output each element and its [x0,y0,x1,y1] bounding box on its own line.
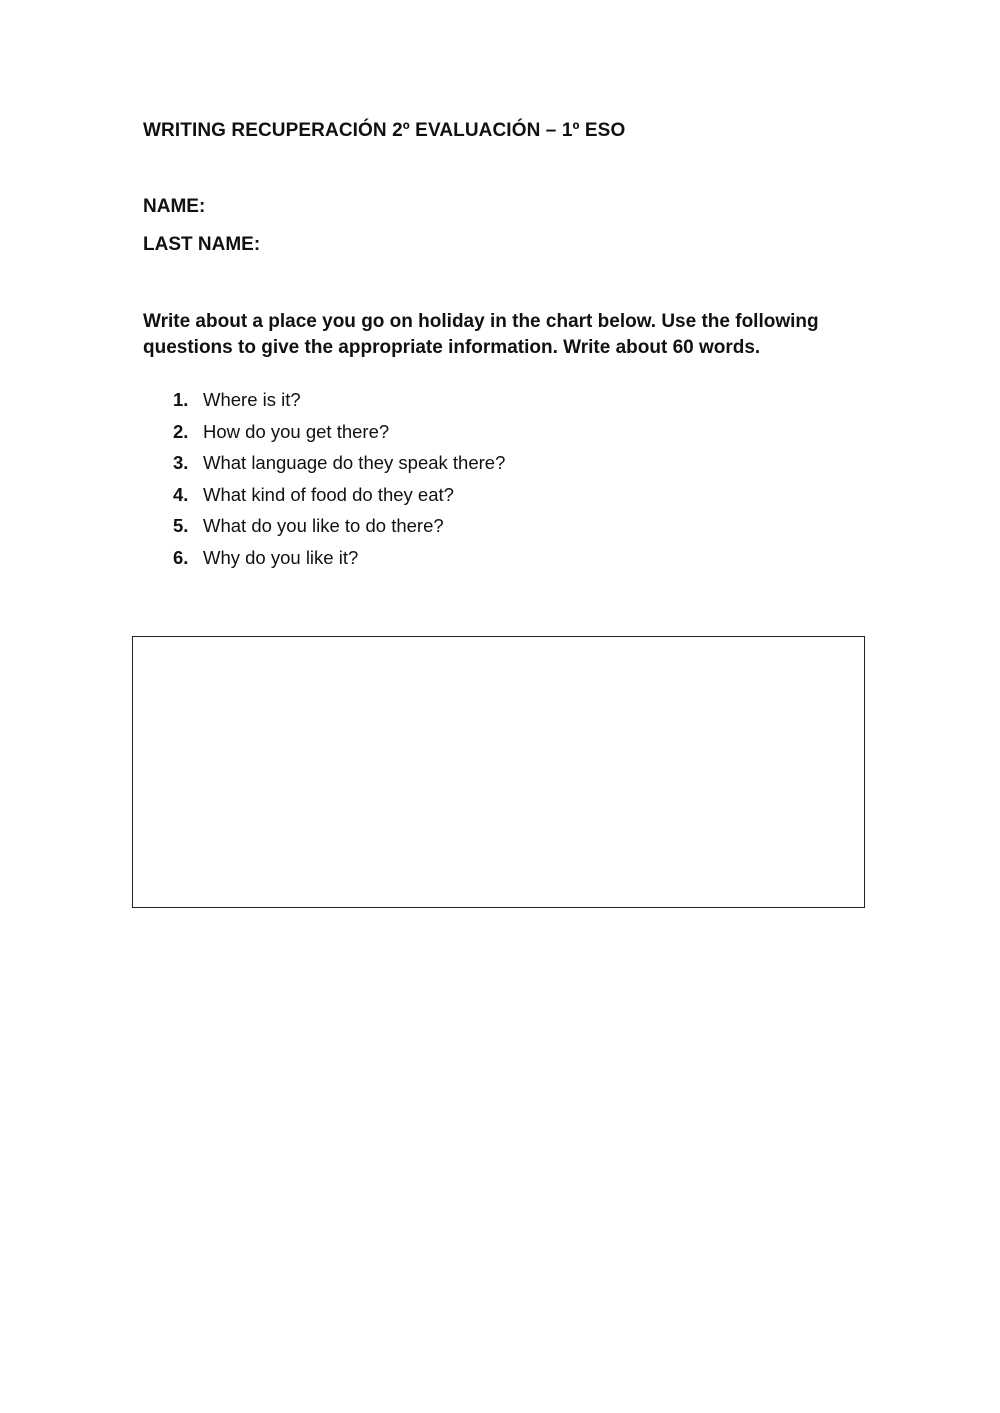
question-item [173,484,505,516]
question-text: What language do they speak there? [203,452,506,474]
question-item [173,452,505,484]
question-number: 2. [173,420,189,442]
question-text: How do you get there? [203,420,390,442]
answer-box[interactable] [132,636,865,908]
question-text: Why do you like it? [203,546,359,568]
question-number: 5. [173,515,189,537]
document-title: WRITING RECUPERACIÓN 2º EVALUACIÓN – 1º ESO [143,120,626,141]
question-text: What do you like to do there? [203,515,444,537]
question-text: Where is it? [203,389,301,410]
name-label: NAME: [143,196,206,217]
question-item [173,389,505,421]
question-number: 1. [173,389,189,410]
question-item [173,421,505,453]
question-list [173,389,505,579]
question-number: 3. [173,452,189,474]
question-number: 6. [173,546,189,568]
question-number: 4. [173,483,189,505]
question-item [173,515,505,547]
instructions: Write about a place you go on holiday in the chart below. Use the following questions to give the appropriate information. Write about 60 words. [143,311,819,358]
question-text: What kind of food do they eat? [203,483,454,505]
question-item [173,547,505,579]
last-name-label: LAST NAME: [143,234,261,255]
